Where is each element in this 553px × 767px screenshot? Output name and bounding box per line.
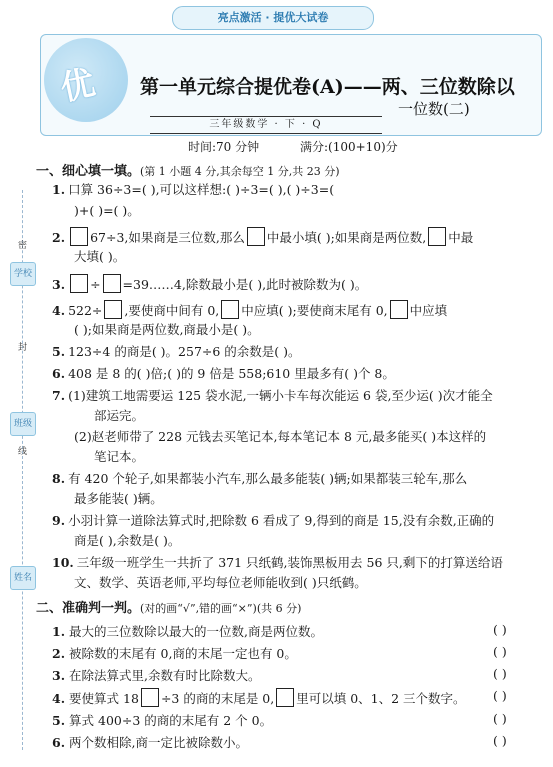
answer-box[interactable] [70,274,88,293]
q-text: 里可以填 0、1、2 三个数字。 [296,691,466,706]
answer-box[interactable] [70,227,88,246]
name-tag: 姓名 [10,566,36,590]
seal-char-xian: 线 [18,447,28,457]
subject-tag: 三年级数学 · 下 · Q [150,116,382,134]
section-1-title [36,160,340,179]
q-text: 123÷4 的商是( )。257÷6 的余数是( )。 [68,344,301,359]
qnum: 6. [52,735,66,750]
question-7-2: (2)赵老师带了 228 元钱去买笔记本,每本笔记本 8 元,最多能买( )本这样的 [74,429,487,444]
logo-char: 优 [56,62,99,110]
q-text: 算式 400÷3 的商的末尾有 2 个 0。 [69,713,273,728]
question-7-1-cont: 部运完。 [94,408,145,423]
section-2-heading: 二、准确判一判。 [36,601,141,616]
qnum: 2. [52,230,66,245]
answer-box[interactable] [141,688,159,707]
question-9-cont: 商是( ),余数是( )。 [74,533,181,548]
question-5 [52,343,301,360]
question-4 [52,300,447,319]
question-7-2-cont: 笔记本。 [94,449,145,464]
qnum: 1. [52,182,66,197]
qnum: 4. [52,691,66,706]
answer-box[interactable] [221,300,239,319]
class-tag: 班级 [10,412,36,436]
question-6 [52,365,395,382]
judge-answer-4[interactable]: ( ) [493,688,507,703]
qnum: 10. [52,555,74,570]
binding-strip [0,0,36,767]
question-2 [52,227,473,246]
qnum: 1. [52,624,66,639]
question-7 [52,387,493,404]
q-text: =39……4,除数最小是( ),此时被除数为( )。 [122,277,368,292]
qnum: 8. [52,471,66,486]
q-text: 三年级一班学生一共折了 371 只纸鹤,装饰黑板用去 56 只,剩下的打算送给语 [76,555,503,570]
section-2-title [36,597,301,616]
seal-char-mi: 密 [18,241,28,251]
q-text: 小羽计算一道除法算式时,把除数 6 看成了 9,得到的商是 15,没有余数,正确的 [68,513,495,528]
qnum: 3. [52,277,66,292]
qnum: 4. [52,303,66,318]
qnum: 5. [52,713,66,728]
judge-item-3 [52,666,261,684]
q-text: 408 是 8 的( )倍;( )的 9 倍是 558;610 里最多有( )个 8。 [68,366,395,381]
answer-box[interactable] [104,300,122,319]
judge-answer-5[interactable]: ( ) [493,711,507,726]
q-text: ÷3 的商的末尾是 0, [160,691,275,706]
page-title: 第一单元综合提优卷(A)——两、三位数除以 [140,76,515,98]
qnum: 9. [52,513,66,528]
page-title-cont: 一位数(二) [398,100,470,118]
answer-box[interactable] [428,227,446,246]
school-tag: 学校 [10,262,36,286]
judge-answer-6[interactable]: ( ) [493,733,507,748]
judge-answer-2[interactable]: ( ) [493,644,507,659]
q-text: 522÷ [68,303,103,318]
judge-item-5 [52,711,272,729]
qnum: 3. [52,668,66,683]
question-10 [52,554,503,571]
answer-box[interactable] [276,688,294,707]
answer-box[interactable] [247,227,265,246]
question-1 [52,181,334,198]
judge-answer-1[interactable]: ( ) [493,622,507,637]
q-text: 被除数的末尾有 0,商的末尾一定也有 0。 [69,646,297,661]
question-9 [52,512,494,529]
series-badge: 亮点激活 · 提优大试卷 [172,6,374,30]
judge-answer-3[interactable]: ( ) [493,666,507,681]
q-text: 在除法算式里,余数有时比除数大。 [69,668,261,683]
q-text: 中应填 [409,303,448,318]
q-text: 要使算式 18 [69,691,139,706]
qnum: 5. [52,344,66,359]
q-text: 口算 36÷3=( ),可以这样想:( )÷3=( ),( )÷3=( [68,182,335,197]
question-2-cont: 大填( )。 [74,249,126,264]
qnum: 2. [52,646,66,661]
q-text: 两个数相除,商一定比被除数小。 [69,735,249,750]
judge-item-4 [52,688,466,707]
question-8 [52,470,467,487]
question-4-cont: ( );如果商是两位数,商最小是( )。 [74,322,260,337]
question-1-cont: )+( )=( )。 [74,203,140,218]
q-text: 最大的三位数除以最大的一位数,商是两位数。 [69,624,324,639]
q-text: 有 420 个轮子,如果都装小汽车,那么最多能装( )辆;如果都装三轮车,那么 [68,471,468,486]
question-10-cont: 文、数学、英语老师,平均每位老师能收到( )只纸鹤。 [74,575,367,590]
qnum: 6. [52,366,66,381]
qnum: 7. [52,388,66,403]
answer-box[interactable] [103,274,121,293]
full-score: 满分:(100+10)分 [300,140,398,154]
q-text: 67÷3,如果商是三位数,那么 [90,230,245,245]
q-text: (1)建筑工地需要运 125 袋水泥,一辆小卡车每次能运 6 袋,至少运( )次才能全 [68,388,493,403]
judge-item-6 [52,733,248,751]
q-text: ,要使商中间有 0, [124,303,220,318]
question-3: 3. ÷ =39……4,除数最小是( ),此时被除数为( )。 [52,274,367,293]
q-text: 中最 [448,230,474,245]
q-text: 中应填( );要使商末尾有 0, [241,303,388,318]
section-2-note: (对的画“√”,错的画“×”)(共 6 分) [140,602,302,615]
time-limit: 时间:70 分钟 [188,140,260,154]
answer-box[interactable] [390,300,408,319]
section-1-heading: 一、细心填一填。 [36,164,141,179]
judge-item-2 [52,644,297,662]
section-1-note: (第 1 小题 4 分,其余每空 1 分,共 23 分) [140,165,340,178]
q-text: 中最小填( );如果商是两位数, [266,230,427,245]
seal-char-feng: 封 [18,343,28,353]
judge-item-1 [52,622,323,640]
question-8-cont: 最多能装( )辆。 [74,491,163,506]
